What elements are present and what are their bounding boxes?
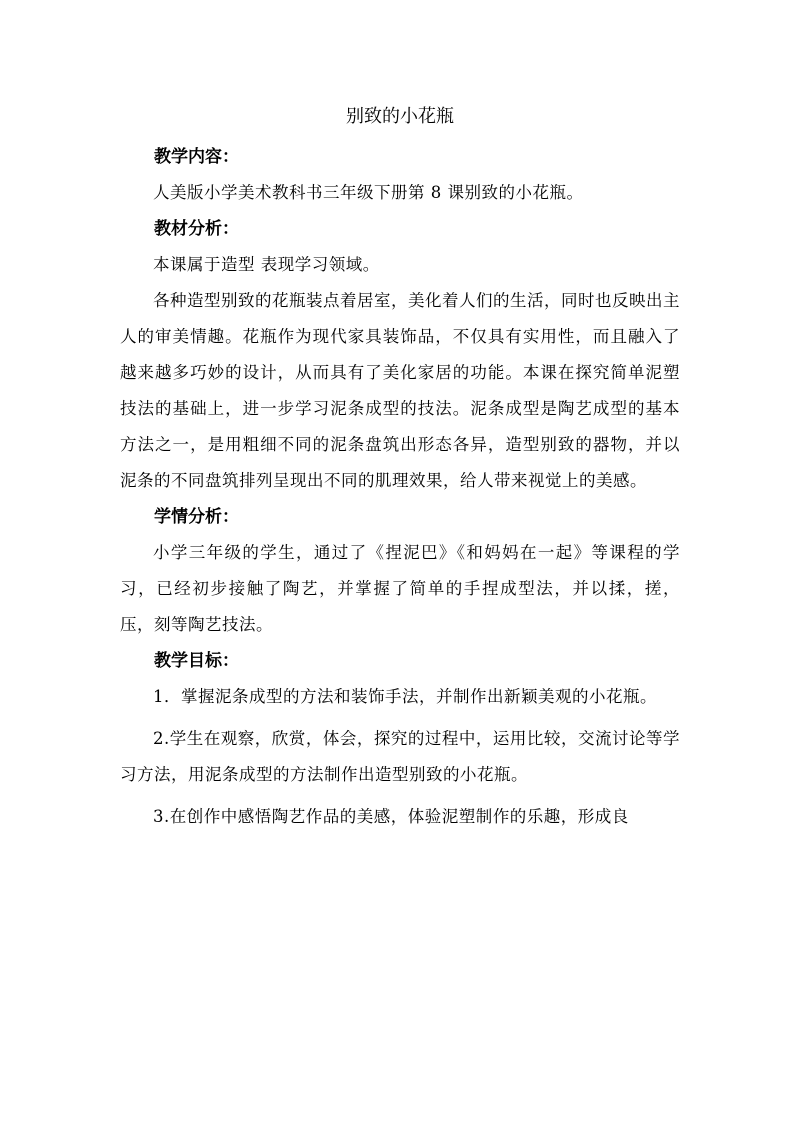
heading-material-analysis: 教材分析： <box>154 219 239 239</box>
paragraph-teaching-content: 人美版小学美术教科书三年级下册第 8 课别致的小花瓶。 <box>153 183 584 202</box>
heading-teaching-goals: 教学目标： <box>154 651 239 671</box>
goal-item-2: 2.学生在观察，欣赏，体会，探究的过程中，运用比较，交流讨论等学习方法，用泥条成型的方法制作出造型别致的小花瓶。 <box>120 729 680 784</box>
goal-item-1: 1．掌握泥条成型的方法和装饰手法，并制作出新颖美观的小花瓶。 <box>153 687 657 706</box>
document-page <box>120 103 680 835</box>
heading-student-analysis: 学情分析： <box>154 507 239 527</box>
paragraph-material-details: 各种造型别致的花瓶装点着居室，美化着人们的生活，同时也反映出主人的审美情趣。花瓶作为现代家具装饰品，不仅具有实用性，而且融入了越来越多巧妙的设计，从而具有了美化家居的功能。本课在探究简单泥塑技法的基础上，进一步学习泥条成型的技法。泥条成型是陶艺成型的基本方法之一，是用粗细不同的泥条盘筑出形态各异，造型别致的器物，并以泥条的不同盘筑排列呈现出不同的肌理效果，给人带来视觉上的美感。 <box>120 291 680 490</box>
paragraph-material-domain: 本课属于造型 表现学习领域。 <box>153 255 380 274</box>
paragraph-student-analysis: 小学三年级的学生，通过了《捏泥巴》《和妈妈在一起》等课程的学习，已经初步接触了陶艺，并掌握了简单的手捏成型法，并以揉，搓，压，刻等陶艺技法。 <box>120 543 680 634</box>
document-title: 别致的小花瓶 <box>346 106 454 127</box>
goal-item-3: 3.在创作中感悟陶艺作品的美感，体验泥塑制作的乐趣，形成良 <box>153 807 629 826</box>
heading-teaching-content: 教学内容： <box>154 147 239 167</box>
